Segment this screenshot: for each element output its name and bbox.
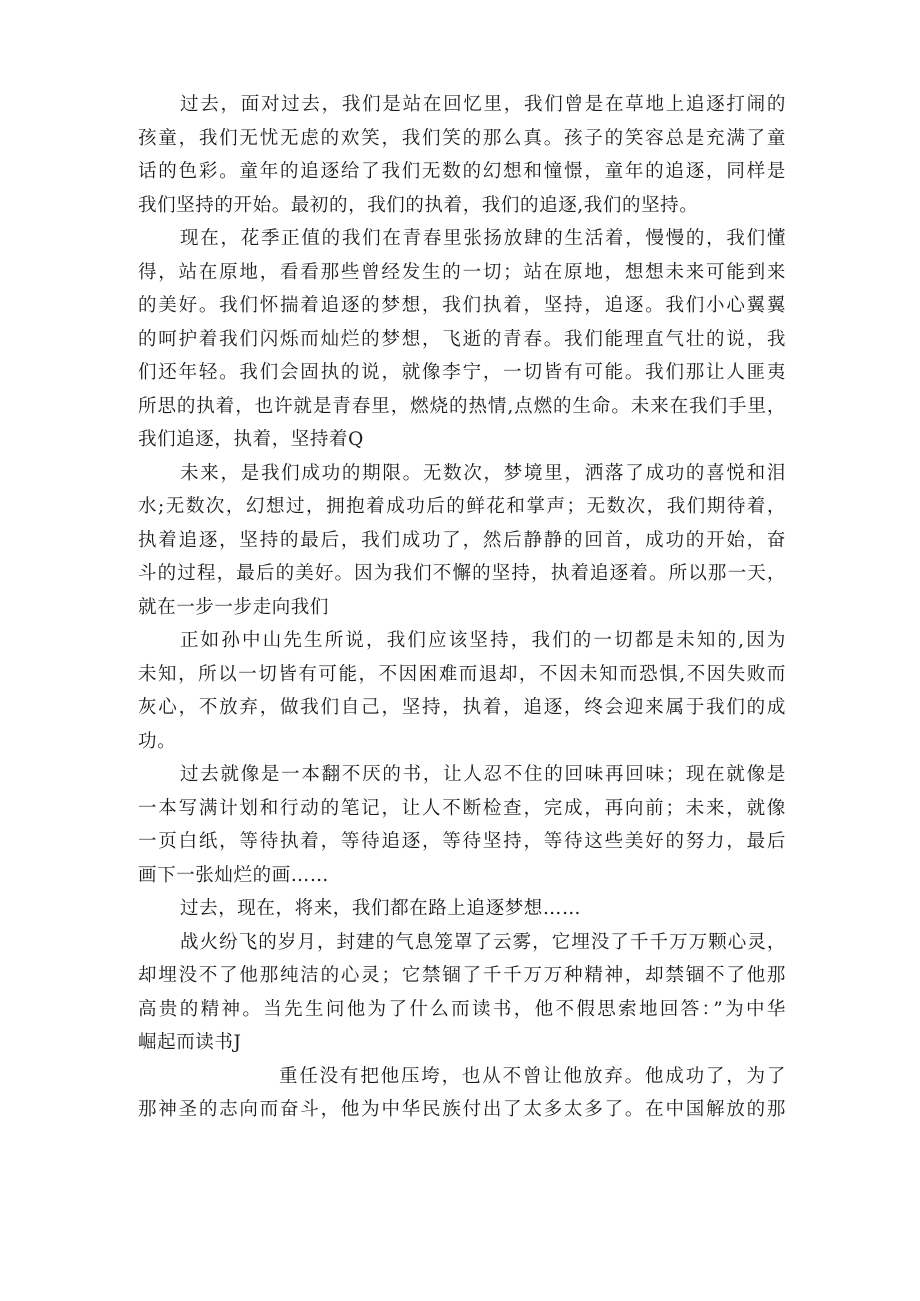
text-line: 功。 (138, 730, 177, 752)
text-line: 孩童，我们无忧无虑的欢笑，我们笑的那么真。孩子的笑容总是充满了童 (138, 127, 786, 149)
text-line: 执着追逐，坚持的最后，我们成功了，然后静静的回首，成功的开始，奋 (138, 529, 786, 551)
text-line: 战火纷飞的岁月，封建的气息笼罩了云雾，它埋没了千千万万颗心灵， (180, 931, 786, 953)
text-line: 的呵护着我们闪烁而灿烂的梦想，飞逝的青春。我们能理直气壮的说，我 (138, 328, 786, 350)
text-line: 重任没有把他压垮，也从不曾让他放弃。他成功了，为了 (279, 1065, 786, 1087)
text-line: 过去就像是一本翻不厌的书，让人忍不住的回味再回味；现在就像是 (180, 764, 786, 785)
text-line: 们还年轻。我们会固执的说，就像李宁，一切皆有可能。我们那让人匪夷 (138, 362, 786, 383)
text-line: 水;无数次，幻想过，拥抱着成功后的鲜花和掌声；无数次，我们期待着， (138, 496, 786, 517)
text-line: 却埋没不了他那纯洁的心灵；它禁锢了千千万万种精神，却禁锢不了他那 (138, 965, 786, 986)
text-line: 得，站在原地，看看那些曾经发生的一切；站在原地，想想未来可能到来 (138, 261, 786, 283)
text-line: 画下一张灿烂的画…… (138, 864, 330, 886)
text-line: 现在，花季正值的我们在青春里张扬放肆的生活着，慢慢的，我们懂 (180, 228, 786, 249)
text-line: 我们坚持的开始。最初的，我们的执着，我们的追逐,我们的坚持。 (138, 194, 699, 216)
text-line: 斗的过程，最后的美好。因为我们不懈的坚持，执着追逐着。所以那一天， (138, 563, 786, 584)
text-line: 那神圣的志向而奋斗，他为中华民族付出了太多太多了。在中国解放的那 (138, 1099, 786, 1120)
text-line: 我们追逐，执着，坚持着Q (138, 429, 364, 450)
text-line: 一页白纸，等待执着，等待追逐，等待坚持，等待这些美好的努力，最后 (138, 831, 786, 852)
text-line: 灰心，不放弃，做我们自己，坚持，执着，追逐，终会迎来属于我们的成 (138, 697, 786, 718)
document-body (138, 88, 786, 1127)
text-line: 未来，是我们成功的期限。无数次，梦境里，洒落了成功的喜悦和泪 (180, 462, 786, 484)
text-line: 高贵的精神。当先生问他为了什么而读书，他不假思索地回答：”为中华 (138, 998, 786, 1020)
text-line: 正如孙中山先生所说，我们应该坚持，我们的一切都是未知的,因为 (180, 630, 786, 651)
text-line: 一本写满计划和行动的笔记，让人不断检查，完成，再向前；未来，就像 (138, 797, 786, 819)
text-line: 过去，现在，将来，我们都在路上追逐梦想…… (180, 898, 582, 919)
text-line: 就在一步一步走向我们 (138, 596, 330, 618)
text-line: 所思的执着，也许就是青春里，燃烧的热情,点燃的生命。未来在我们手里， (138, 395, 786, 417)
text-line: 崛起而读书J (138, 1032, 242, 1053)
text-line: 的美好。我们怀揣着追逐的梦想，我们执着，坚持，追逐。我们小心翼翼 (138, 295, 786, 316)
text-line: 话的色彩。童年的追逐给了我们无数的幻想和憧憬，童年的追逐，同样是 (138, 161, 786, 182)
text-line: 未知，所以一切皆有可能，不因困难而退却，不因未知而恐惧,不因失败而 (138, 663, 786, 685)
text-line: 过去，面对过去，我们是站在回忆里，我们曾是在草地上追逐打闹的 (180, 94, 786, 115)
